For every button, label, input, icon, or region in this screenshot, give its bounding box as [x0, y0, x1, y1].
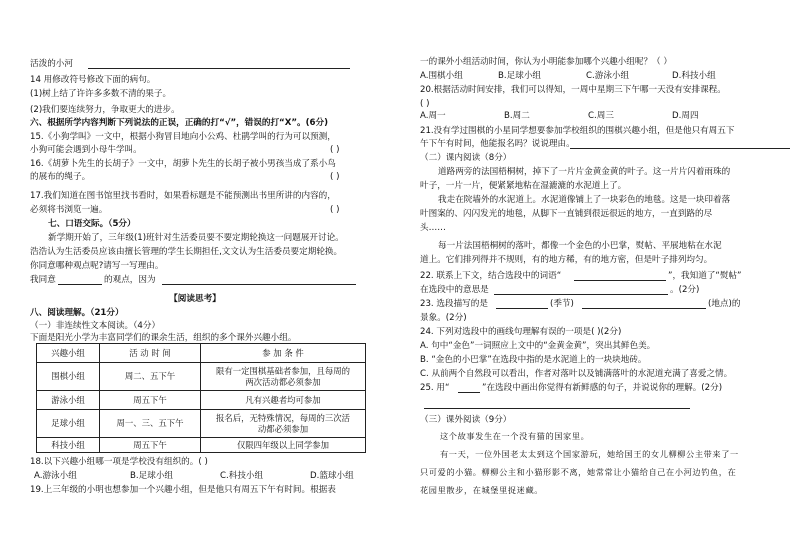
passage-p1-line-2: 叶子，一片一片，便紧紧地粘在湿漉漉的水泥道上了。 [420, 181, 627, 191]
q15-answer-paren[interactable]: ( ) [330, 145, 340, 155]
passage-p2-line-2: 叶图案的、闪闪发光的地毯，从脚下一直铺到很远很远的地方，一直到路的尽 [420, 209, 713, 219]
q22-part-3: 在选段中的意思是 [420, 285, 489, 295]
q17-line-2: 必须将书浏览一遍。 [30, 205, 108, 215]
q14: 14 用修改符号修改下面的病句。 [30, 75, 156, 85]
q23-answer-line-season[interactable] [496, 308, 548, 309]
q18: 18.以下兴趣小组哪一项是学校没有组织的。( ) [30, 457, 208, 467]
table-header-condition: 参 加 条 件 [201, 344, 366, 363]
section-8-title: 八、阅读理解。（21分） [30, 308, 124, 318]
group-cell: 科技小组 [37, 438, 100, 453]
q20-line-1: 20.根据活动时间安排，我们可以得知，一周中星期三下午哪一天没有安排课程。 [420, 85, 726, 95]
passage-p3-line-2: 道上。它们排列得并不规则，有的地方稀，有的地方密，但是叶子排列均匀。 [420, 255, 713, 265]
q23-part-2: (季节) [550, 299, 574, 309]
q19-continued: 一的课外小组活动时间，你认为小明能参加哪个兴趣小组呢？（ ） [420, 57, 672, 67]
oral-answer-line-1[interactable] [58, 284, 102, 285]
story-line-1: 这个故事发生在一个没有猫的国家里。 [440, 431, 590, 441]
q23-part-4: 景象。(2分) [420, 313, 467, 323]
q22-part-2: ”，我知道了“熨帖” [668, 271, 742, 281]
q23-part-1: 23. 选段描写的是 [420, 299, 488, 309]
section-6-title: 六、根据所学内容判断下列说法的正误，正确的打“√”，错误的打“X”。(6分) [30, 118, 329, 128]
time-cell: 周五下午 [100, 438, 201, 453]
oral-line-3: 你同意哪种观点呢?请写一写理由。 [30, 261, 164, 271]
q14-sentence-2: (2)我们要连续努力，争取更大的进步。 [30, 105, 180, 115]
oral-answer-prefix: 我同意 [30, 275, 56, 285]
oral-answer-line-2[interactable] [162, 284, 356, 285]
q16-line-2: 的展布的绳子。 [30, 172, 91, 182]
story-line-4: 花园里散步，在城堡里捉迷藏。 [420, 485, 544, 495]
q14-sentence-1: (1)树上结了许许多多数不清的果子。 [30, 89, 172, 99]
passage-p2-line-3: 头…… [420, 223, 446, 233]
table-header-time: 活 动 时 间 [100, 344, 201, 363]
q20-option-c[interactable]: C.周三 [588, 111, 614, 121]
oral-line-2: 浩浩认为生活委员应该由擅长管理的学生长期担任,文文认为生活委员要定期轮换。 [30, 247, 343, 257]
q20-option-b[interactable]: B.周二 [504, 111, 530, 121]
q21-answer-line[interactable] [570, 148, 790, 149]
table-row [37, 410, 366, 438]
q18-option-b[interactable]: B.足球小组 [130, 471, 174, 481]
answer-line [88, 68, 350, 69]
q22-points: 。(2分) [670, 285, 700, 295]
group-cell: 足球小组 [37, 410, 100, 438]
interest-group-table [36, 343, 366, 453]
oral-answer-mid: 的观点，因为 [104, 275, 156, 285]
q18-option-d[interactable]: D.篮球小组 [310, 471, 354, 481]
table-row [37, 438, 366, 453]
q20-option-d[interactable]: D.周四 [672, 111, 699, 121]
table-intro: 下面是阳光小学为丰富同学们的课余生活，组织的多个课外兴趣小组。 [30, 333, 297, 343]
q13-tail: 活泼的小河 [30, 59, 73, 69]
table-header-group: 兴趣小组 [37, 344, 100, 363]
q21-line-2: 午下午有时间，他能报名吗？说说理由。 [420, 139, 575, 149]
q24-option-c[interactable]: C. 从前两个自然段可以看出，作者对落叶以及铺满落叶的水泥道充满了喜爱之情。 [420, 369, 733, 379]
q25-answer-line[interactable] [424, 408, 690, 409]
subsection-2-title: （二）课内阅读（8分） [420, 153, 512, 163]
q25-part-1: 25. 用“ [420, 383, 450, 393]
time-cell: 周五下午 [100, 391, 201, 410]
condition-cell: 仅限四年级以上同学参加 [201, 438, 366, 453]
q24-option-b[interactable]: B. “金色的小巴掌”在选段中指的是水泥道上的一块块地砖。 [420, 355, 647, 365]
condition-cell: 报名后，无特殊情况，每周的三次活 动都必须参加 [201, 410, 366, 438]
oral-line-1: 新学期开始了，三年级(1)班针对生活委员要不要定期轮换这一问题展开讨论。 [48, 233, 344, 243]
q20-answer-paren[interactable]: ( ) [420, 99, 430, 109]
q19-option-d[interactable]: D.科技小组 [672, 71, 716, 81]
condition-cell: 限有一定围棋基础者参加，且每周的 两次活动都必须参加 [201, 363, 366, 391]
passage-p3-line-1: 每一片法国梧桐树的落叶，都像一个金色的小巴掌，熨帖、平展地粘在水泥 [438, 241, 722, 251]
story-line-3: 只可爱的小猫。柳柳公主和小猫形影不离，她常常让小猫给自己在小河边钓鱼，在 [420, 467, 737, 477]
q19-option-c[interactable]: C.游泳小组 [586, 71, 630, 81]
q20-option-a[interactable]: A.周一 [420, 111, 446, 121]
q25-part-2: ”在选段中画出你觉得有新鲜感的句子，并说说你的理解。(2分) [482, 383, 723, 393]
q22-answer-line-1[interactable] [574, 280, 666, 281]
q25-mark-line [458, 392, 480, 393]
condition-cell: 凡有兴趣者均可参加 [201, 391, 366, 410]
q19-option-a[interactable]: A.围棋小组 [420, 71, 463, 81]
q19-line-1: 19.上三年级的小明也想参加一个兴趣小组，但是他只有周五下午有时间。根据表 [30, 485, 336, 495]
q24-question: 24. 下列对选段中的画线句理解有误的一项是( )(2分) [420, 327, 622, 337]
q15-line-2: 小狗可能会遇到小母牛学叫。 [30, 145, 142, 155]
group-cell: 游泳小组 [37, 391, 100, 410]
group-cell: 围棋小组 [37, 363, 100, 391]
time-cell: 周二、五下午 [100, 363, 201, 391]
q22-part-1: 22. 联系上下文，结合选段中的词语“ [420, 271, 562, 281]
q17-answer-paren[interactable]: ( ) [330, 205, 340, 215]
q17-line-1: 17.我们知道在图书馆里找书看时，如果看标题是不能预测出书里所讲的内容的， [30, 191, 336, 201]
table-row [37, 391, 366, 410]
q22-answer-line-2[interactable] [494, 294, 668, 295]
q15-line-1: 15.《小狗学叫》一文中，根据小狗冒目地向小公鸡、杜鹃学叫的行为可以预测， [30, 132, 336, 142]
q18-option-a[interactable]: A.游泳小组 [34, 471, 77, 481]
table-row [37, 363, 366, 391]
passage-p1-line-1: 道路两旁的法国梧桐树，掉下了一片片金黄金黄的叶子。这一片片闪着雨珠的 [438, 167, 731, 177]
q18-option-c[interactable]: C.科技小组 [220, 471, 264, 481]
reading-banner: 【阅读思考】 [169, 294, 221, 304]
passage-p2-line-1: 我走在院墙外的水泥道上。水泥道像铺上了一块彩色的地毯。这是一块印着落 [438, 195, 731, 205]
section-7-title: 七、口语交际。（5分） [48, 219, 136, 229]
q24-option-a[interactable]: A. 句中“金色”一词照应上文中的“金黄金黄”，突出其鲜色美。 [420, 341, 656, 351]
story-line-2: 有一天，一位外国老太太到这个国家游玩，她给国王的女儿柳柳公主带来了一 [440, 449, 739, 459]
time-cell: 周一、三、五下午 [100, 410, 201, 438]
q23-answer-line-place[interactable] [582, 308, 706, 309]
subsection-3-title: （三）课外阅读（9分） [420, 415, 512, 425]
q19-option-b[interactable]: B.足球小组 [498, 71, 542, 81]
q23-part-3: (地点)的 [708, 299, 741, 309]
subsection-1-title: （一）非连续性文本阅读。（4分） [30, 321, 161, 331]
q21-line-1: 21.没有学过围棋的小星同学想要参加学校组织的围棋兴趣小组，但是他只有周五下 [420, 126, 735, 136]
q16-line-1: 16.《胡萝卜先生的长胡子》一文中，胡萝卜先生的长胡子被小男孩当成了系小鸟 [30, 159, 336, 169]
q16-answer-paren[interactable]: ( ) [330, 172, 340, 182]
